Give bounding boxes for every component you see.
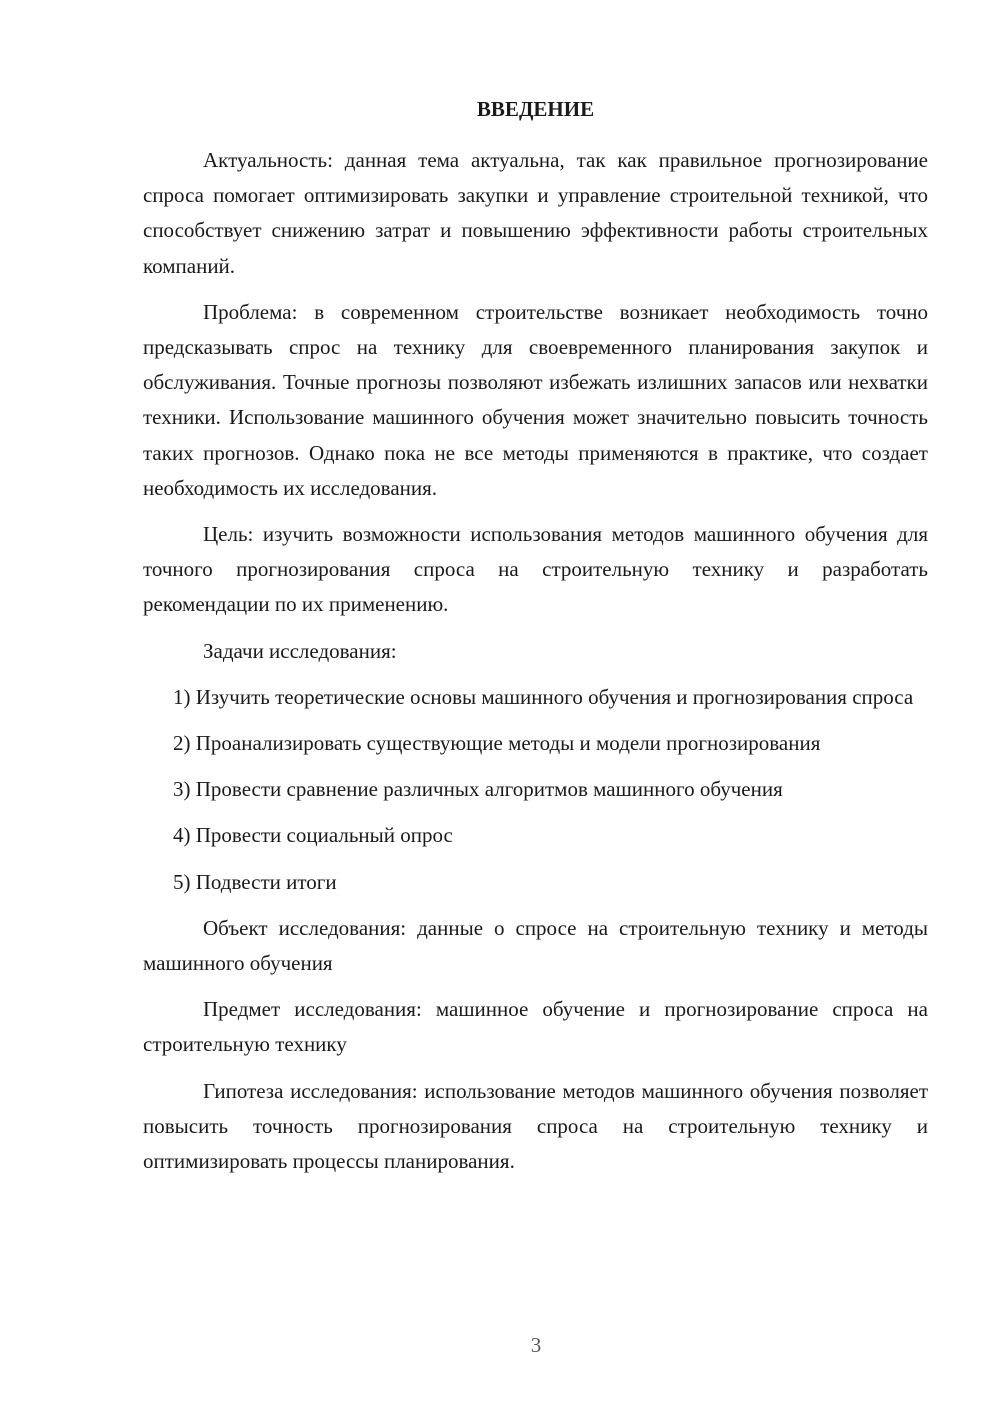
paragraph-tasks-heading: Задачи исследования: xyxy=(203,638,397,663)
task-item: 4) Провести социальный опрос xyxy=(173,823,453,848)
task-item: 5) Подвести итоги xyxy=(173,869,337,894)
task-item: 2) Проанализировать существующие методы и модели прогнозирования xyxy=(173,731,821,756)
paragraph-goal: Цель: изучить возможности использования методов машинного обучения для точного прогнозирования спроса на строительную технику и разработать рекомендации по их применению. xyxy=(143,522,928,617)
task-item: 3) Провести сравнение различных алгоритмов машинного обучения xyxy=(173,777,783,802)
paragraph-problem: Проблема: в современном строительстве возникает необходимость точно предсказывать спрос на технику для своевременного планирования закупок и обслуживания. Точные прогнозы позволяют избежать излишних запасов или нехватки техники. Использование машинного обучения может значительно повысить точность таких прогнозов. Однако пока не все методы применяются в практике, что создает необходимость их исследования. xyxy=(143,299,928,500)
document-page xyxy=(143,92,928,1190)
page-number: 3 xyxy=(530,1333,542,1357)
section-title: ВВЕДЕНИЕ xyxy=(476,97,595,121)
paragraph-subject: Предмет исследования: машинное обучение и прогнозирование спроса на строительную технику xyxy=(143,997,928,1057)
paragraph-relevance: Актуальность: данная тема актуальна, так как правильное прогнозирование спроса помогает оптимизировать закупки и управление строительной техникой, что способствует снижению затрат и повышению эффективности работы строительных компаний. xyxy=(143,148,928,278)
task-item: 1) Изучить теоретические основы машинного обучения и прогнозирования спроса xyxy=(173,684,914,709)
paragraph-hypothesis: Гипотеза исследования: использование методов машинного обучения позволяет повысить точность прогнозирования спроса на строительную технику и оптимизировать процессы планирования. xyxy=(143,1078,928,1174)
paragraph-object: Объект исследования: данные о спросе на строительную технику и методы машинного обучения xyxy=(143,915,928,976)
